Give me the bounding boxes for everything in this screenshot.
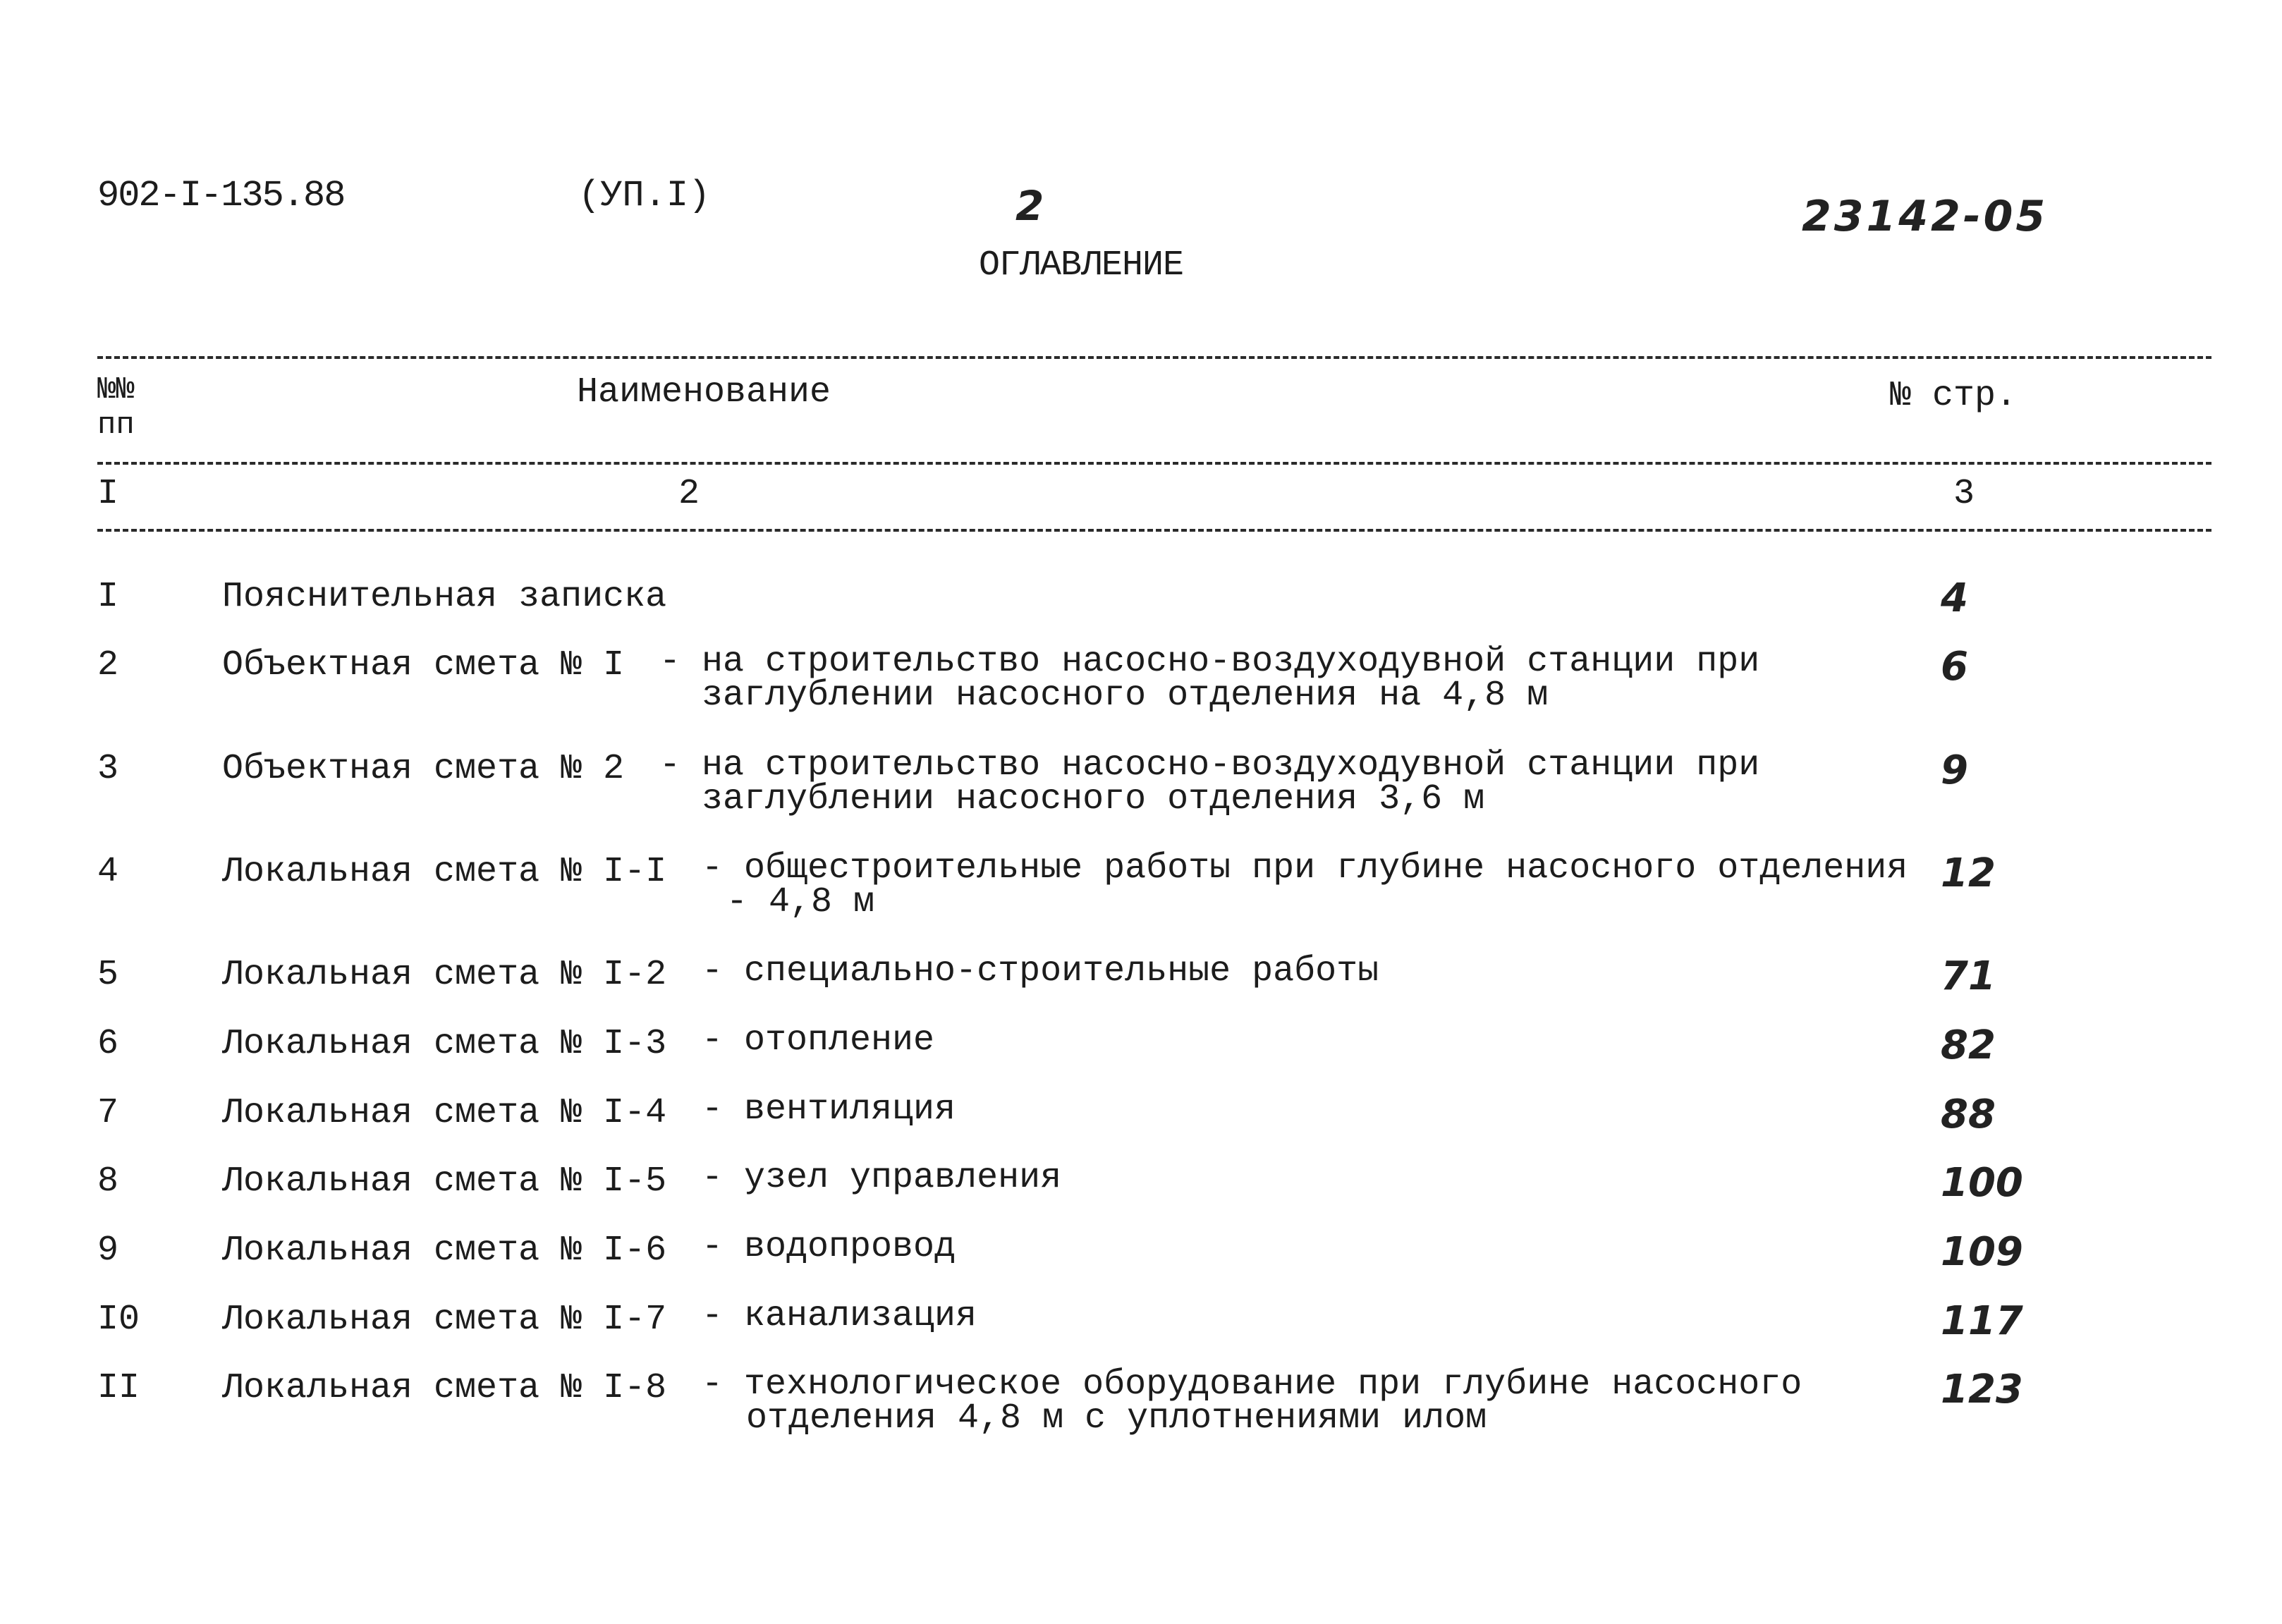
row-number: 2: [97, 645, 119, 685]
row-label: Объектная смета № I: [222, 645, 625, 685]
row-label: Локальная смета № I-3: [222, 1024, 667, 1064]
row-label: Локальная смета № I-5: [222, 1161, 667, 1202]
row-page: 100: [1941, 1160, 2023, 1206]
row-number: 7: [97, 1093, 119, 1133]
document-code: 902-I-135.88: [97, 175, 345, 216]
row-page: 12: [1941, 850, 1996, 896]
row-description-line-1: - отопление: [702, 1020, 935, 1061]
table-rule-header: [97, 462, 2211, 465]
row-label: Локальная смета № I-7: [222, 1300, 667, 1340]
row-description-line-2: отделения 4,8 м с уплотнениями илом: [746, 1398, 1487, 1439]
row-page: 117: [1941, 1298, 2023, 1344]
row-number: 6: [97, 1024, 119, 1064]
row-number: 8: [97, 1161, 119, 1202]
row-label: Локальная смета № I-8: [222, 1368, 667, 1408]
column-number-3: 3: [1953, 474, 1975, 514]
row-description-line-1: - водопровод: [702, 1227, 956, 1267]
row-number: II: [97, 1368, 140, 1408]
row-page: 82: [1941, 1022, 1996, 1068]
row-description-line-1: - специально-строительные работы: [702, 951, 1379, 991]
row-description-line-2: заглублении насосного отделения на 4,8 м: [702, 676, 1549, 716]
page-number: 2: [1015, 182, 1044, 230]
row-description-line-1: - узел управления: [702, 1158, 1062, 1198]
column-number-2: 2: [678, 474, 700, 514]
row-page: 109: [1941, 1229, 2023, 1275]
row-number: 3: [97, 749, 119, 789]
row-label: Объектная смета № 2: [222, 749, 625, 789]
row-description-line-1: - канализация: [702, 1296, 977, 1336]
row-description-line-2: заглублении насосного отделения 3,6 м: [702, 779, 1485, 819]
row-description-line-1: - технологическое оборудование при глубине насосного: [702, 1364, 1802, 1405]
row-description-line-1: - на строительство насосно-воздуходувной станции при: [659, 642, 1760, 682]
column-header-name: Наименование: [577, 372, 831, 413]
row-page: 71: [1941, 953, 1996, 999]
sheet-label: (УП.I): [578, 175, 711, 216]
row-label: Локальная смета № I-4: [222, 1093, 667, 1133]
row-description-line-2: - 4,8 м: [726, 882, 875, 922]
table-rule-numbers: [97, 529, 2211, 532]
column-number-1: I: [97, 474, 119, 514]
row-number: 5: [97, 955, 119, 995]
page-title: ОГЛАВЛЕНИЕ: [979, 245, 1184, 286]
table-rule-top: [97, 356, 2211, 359]
row-label: Пояснительная записка: [222, 577, 667, 617]
row-number: 9: [97, 1231, 119, 1271]
row-number: I0: [97, 1300, 140, 1340]
row-description-line-1: - на строительство насосно-воздуходувной станции при: [659, 745, 1760, 786]
row-page: 6: [1941, 644, 1968, 690]
row-number: I: [97, 577, 119, 617]
row-number: 4: [97, 852, 119, 892]
row-page: 123: [1941, 1367, 2023, 1412]
row-label: Локальная смета № I-2: [222, 955, 667, 995]
row-label: Локальная смета № I-I: [222, 852, 667, 892]
column-header-num: №№ пп: [97, 372, 135, 443]
row-page: 4: [1941, 575, 1968, 621]
row-label: Локальная смета № I-6: [222, 1231, 667, 1271]
row-description-line-1: - вентиляция: [702, 1089, 956, 1130]
row-page: 9: [1941, 747, 1968, 793]
column-header-page: № стр.: [1890, 376, 2018, 416]
row-page: 88: [1941, 1092, 1996, 1137]
row-description-line-1: - общестроительные работы при глубине насосного отделения: [702, 848, 1908, 889]
document-number: 23142-05: [1802, 192, 2049, 241]
